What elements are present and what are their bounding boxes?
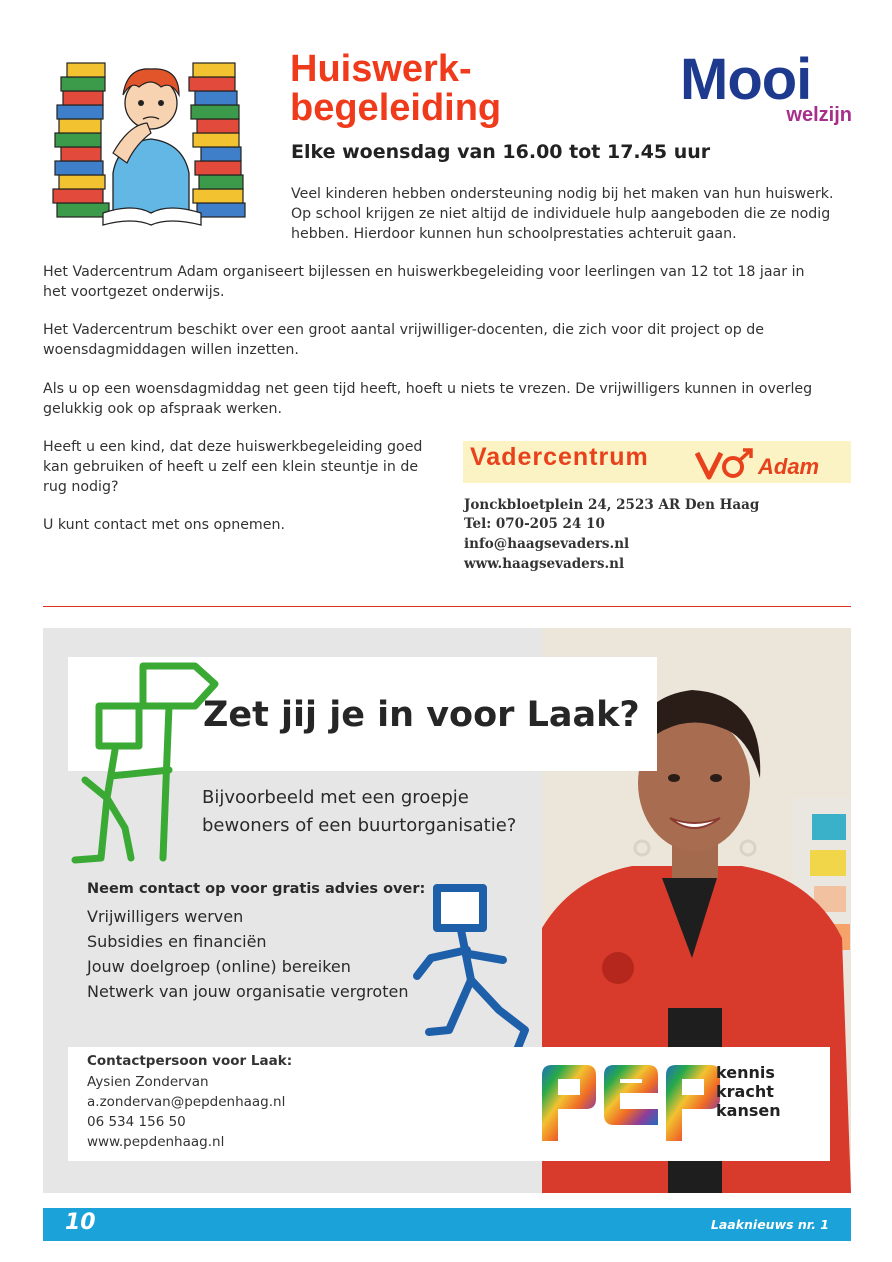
paragraph-contact-invite: U kunt contact met ons opnemen. bbox=[43, 517, 285, 533]
intro-line: Op school krijgen ze niet altijd de individuele hulp aangeboden die ze nodig bbox=[291, 206, 831, 222]
blue-walking-figure-icon bbox=[409, 880, 537, 1058]
pep-logo-box bbox=[530, 1047, 830, 1161]
paragraph-line: woensdagmiddagen willen inzetten. bbox=[43, 342, 299, 358]
issue-label: Laaknieuws nr. 1 bbox=[710, 1217, 829, 1232]
pep-contact-website[interactable]: www.pepdenhaag.nl bbox=[87, 1134, 225, 1150]
paragraph-line: kan gebruiken of heeft u zelf een klein steuntje in de bbox=[43, 459, 419, 475]
advice-item: Vrijwilligers werven bbox=[87, 907, 244, 926]
paragraph-line: Heeft u een kind, dat deze huiswerkbegeleiding goed bbox=[43, 439, 423, 455]
pep-tagline-line: kansen bbox=[716, 1101, 781, 1120]
paragraph-line: Het Vadercentrum Adam organiseert bijlessen en huiswerkbegeleiding voor leerlingen van 12 tot 18 jaar in bbox=[43, 264, 805, 280]
pep-advertisement bbox=[43, 628, 851, 1193]
mooi-logo-tag: welzijn bbox=[786, 104, 852, 126]
intro-line: Veel kinderen hebben ondersteuning nodig bij het maken van hun huiswerk. bbox=[291, 186, 834, 202]
page-footer bbox=[43, 1208, 851, 1241]
paragraph-organisation bbox=[43, 262, 805, 302]
vadercentrum-logo-word: Vadercentrum bbox=[470, 443, 649, 471]
pep-contact-email[interactable]: a.zondervan@pepdenhaag.nl bbox=[87, 1094, 286, 1110]
section-divider bbox=[43, 606, 851, 607]
pep-contact-phone: 06 534 156 50 bbox=[87, 1114, 186, 1130]
mooi-logo-word: Mooi bbox=[680, 47, 812, 112]
paragraph-line: Als u op een woensdagmiddag net geen tijd heeft, hoeft u niets te vrezen. De vrijwilligers kunnen in overleg bbox=[43, 381, 813, 397]
article-title-line1: Huiswerk- bbox=[290, 48, 472, 90]
advice-heading: Neem contact op voor gratis advies over: bbox=[87, 881, 426, 897]
contact-address: Jonckbloetplein 24, 2523 AR Den Haag bbox=[464, 497, 760, 513]
father-symbol-icon bbox=[695, 447, 759, 481]
article-title bbox=[290, 50, 501, 128]
vadercentrum-adam-logo bbox=[463, 441, 851, 483]
intro-paragraph bbox=[291, 184, 834, 244]
ad-headline: Zet jij je in voor Laak? bbox=[203, 695, 640, 735]
mooi-welzijn-logo bbox=[672, 48, 852, 128]
ad-subline-2: bewoners of een buurtorganisatie? bbox=[202, 815, 517, 836]
article-title-line2: begeleiding bbox=[290, 87, 502, 129]
advice-item: Subsidies en financiën bbox=[87, 932, 267, 951]
paragraph-volunteers bbox=[43, 320, 764, 360]
paragraph-line: het voortgezet onderwijs. bbox=[43, 284, 225, 300]
pep-contact-name: Aysien Zondervan bbox=[87, 1074, 209, 1090]
intro-line: hebben. Hierdoor kunnen hun schoolprestaties achteruit gaan. bbox=[291, 226, 737, 242]
page-number: 10 bbox=[65, 1210, 96, 1235]
pep-tagline-line: kracht bbox=[716, 1082, 774, 1101]
pep-tagline-line: kennis bbox=[716, 1063, 775, 1082]
pep-contact-box bbox=[68, 1047, 556, 1161]
paragraph-line: Het Vadercentrum beschikt over een groot aantal vrijwilliger-docenten, die zich voor dit project op de bbox=[43, 322, 765, 338]
vadercentrum-logo-name: Adam bbox=[758, 454, 820, 479]
paragraph-line: rug nodig? bbox=[43, 479, 119, 495]
contact-email[interactable]: info@haagsevaders.nl bbox=[464, 536, 630, 552]
paragraph-question bbox=[43, 437, 422, 497]
contact-website[interactable]: www.haagsevaders.nl bbox=[464, 556, 625, 572]
ad-subline-1: Bijvoorbeeld met een groepje bbox=[202, 787, 469, 808]
advice-item: Netwerk van jouw organisatie vergroten bbox=[87, 982, 409, 1001]
pep-logo-icon bbox=[542, 1065, 722, 1141]
pep-contact-heading: Contactpersoon voor Laak: bbox=[87, 1053, 293, 1069]
green-signpost-figure-icon bbox=[65, 658, 225, 868]
advice-item: Jouw doelgroep (online) bereiken bbox=[87, 957, 351, 976]
paragraph-line: gelukkig ook op afspraak werken. bbox=[43, 401, 282, 417]
paragraph-appointment bbox=[43, 379, 812, 419]
article-subtitle: Elke woensdag van 16.00 tot 17.45 uur bbox=[291, 141, 711, 163]
student-books-illustration bbox=[43, 53, 251, 229]
contact-phone: Tel: 070-205 24 10 bbox=[464, 516, 605, 532]
